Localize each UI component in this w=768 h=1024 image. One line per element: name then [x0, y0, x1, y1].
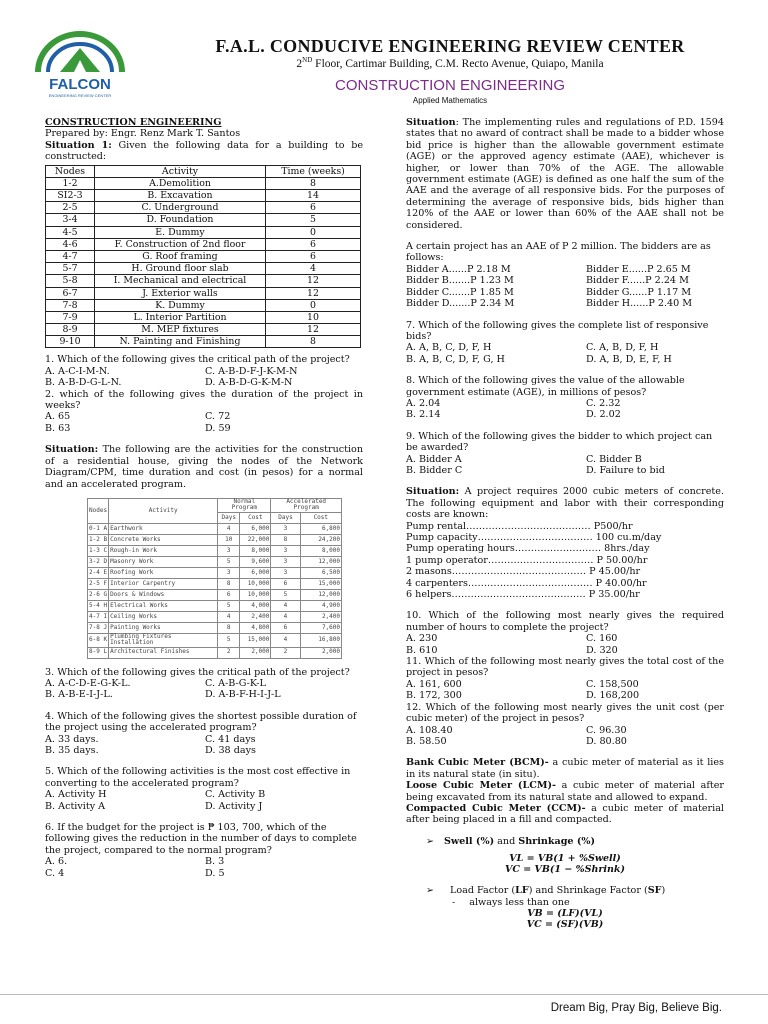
bcm-definition: Bank Cubic Meter (BCM)- a cubic meter of material as it lies in its natural state (in situ). — [406, 757, 724, 780]
left-column — [45, 117, 363, 879]
prepared-by: Prepared by: Engr. Renz Mark T. Santos — [45, 128, 241, 140]
topic-subtitle: Applied Mathematics — [412, 96, 488, 105]
table-row: 9-10 N. Painting and Finishing 8 — [46, 336, 361, 348]
formula-load-factor: VB = (LF)(VL) — [527, 907, 603, 919]
table-row: 8-9 L Architectural Finishes 2 2,000 2 2,000 — [88, 647, 342, 658]
q6-options: A. 6. B. 3 C. 4 D. 5 — [45, 856, 225, 879]
table-row: 5-8 I. Mechanical and electrical 12 — [46, 275, 361, 287]
cost-list: Pump rental………………………………… P500/hr Pump capacity……………………………… 100 cu.m/day Pump operating hours……………………… 8hrs./day 1 pump operator…………………………… P 50.00/hr 2 masons…………………………………… P 45.00/hr 4 carpenters………………………………… P 40.00/hr 6 helpers…………………………………… P 35.00/hr — [406, 520, 662, 601]
question-10: 10. Which of the following most nearly gives the required number of hours to complete the project? — [406, 610, 724, 633]
table-row: 7-9 L. Interior Partition 10 — [46, 311, 361, 323]
formula-swell: VL = VB(1 + %Swell) — [509, 853, 621, 865]
table-row: 6-8 K Plumbing Fixtures Installation 5 15,000 4 16,800 — [89, 632, 340, 647]
q9-options: A. Bidder A C. Bidder B B. Bidder C D. Failure to bid — [406, 453, 665, 476]
table-row: 5-7 H. Ground floor slab 4 — [46, 263, 361, 275]
footer-motto: Dream Big, Pray Big, Believe Big. — [550, 1002, 722, 1014]
situation-2: Situation: The following are the activities for the construction of a residential house, giving the nodes of the Network Diagram/CPM, time duration and cost (in pesos) for a normal and an accelerated program. — [45, 444, 363, 490]
table-row: 4-5 E. Dummy 0 — [46, 226, 361, 238]
svg-text:FALCON: FALCON — [49, 76, 111, 93]
page-header — [0, 0, 768, 110]
table-row: 2-5 F Interior Carpentry 8 10,000 6 15,000 — [88, 578, 342, 589]
question-11: 11. Which of the following most nearly gives the total cost of the project in pesos? — [406, 656, 724, 679]
q8-options: A. 2.04 C. 2.32 B. 2.14 D. 2.02 — [406, 397, 621, 421]
q7-options: A. A, B, C, D, F, H C. A, B, D, F, H B. A, B, C, D, F, G, H D. A, B, D, E, F, H — [406, 342, 672, 365]
load-factor-heading: ➢ Load Factor (LF) and Shrinkage Factor (SF) — [426, 885, 666, 897]
table-row: 2-5 C. Underground 6 — [46, 202, 361, 214]
table-row: 7-8 J Painting Works 8 4,800 6 7,600 — [88, 622, 342, 633]
table-row: 1-2 B Concrete Works 10 22,000 8 24,200 — [88, 534, 342, 545]
table-row: 4-7 G. Roof framing 6 — [46, 250, 361, 262]
q10-options: A. 230 C. 160 B. 610 D. 320 — [406, 633, 618, 656]
table-row: 4-7 I Ceiling Works 4 2,400 4 2,400 — [88, 611, 342, 622]
q1-options: A. A-C-I-M-N. C. A-B-D-F-J-K-M-N B. A-B-D-G-L-N. D. A-B-D-G-K-M-N — [45, 365, 298, 389]
table-row: 1-2 A.Demolition 8 — [46, 177, 361, 189]
q2-options: A. 65 C. 72 B. 63 D. 59 — [45, 411, 231, 434]
situation-1: Situation 1: Given the following data for a building to be constructed: — [45, 139, 364, 163]
question-1: 1. Which of the following gives the critical path of the project? — [45, 354, 350, 366]
question-5: 5. Which of the following activities is the most cost effective in converting to the accelerated program? — [45, 766, 351, 789]
formula-shrink: VC = VB(1 − %Shrink) — [505, 864, 625, 876]
arrow-bullet-icon: ➢ — [426, 835, 435, 847]
lcm-definition: Loose Cubic Meter (LCM)- a cubic meter of material after being excavated from its natural state and allowed to expand. — [406, 780, 724, 803]
q5-options: A. Activity H C. Activity B B. Activity A D. Activity J — [45, 789, 266, 812]
q12-options: A. 108.40 C. 96.30 B. 58.50 D. 80.80 — [406, 724, 627, 747]
section-heading: CONSTRUCTION ENGINEERING — [45, 117, 222, 128]
load-factor-note: - always less than one — [452, 896, 570, 908]
question-7: 7. Which of the following gives the complete list of responsive bids? — [406, 319, 709, 342]
table-row: 4-6 F. Construction of 2nd floor 6 — [46, 238, 361, 250]
subject-title: CONSTRUCTION ENGINEERING — [334, 77, 565, 94]
situation-4: Situation: A project requires 2000 cubic meters of concrete. The following equipment and labor with their corresponding costs are known: — [406, 486, 724, 521]
question-3: 3. Which of the following gives the critical path of the project? — [45, 666, 350, 678]
q3-options: A. A-C-D-E-G-K-L. C. A-B-G-K-L B. A-B-E-I-J-L. D. A-B-F-H-I-J-L — [45, 677, 281, 701]
table-row: 3-2 D Masonry Work 5 9,600 3 12,000 — [88, 556, 342, 567]
table-row: 1-3 C Rough-in Work 3 8,000 3 8,000 — [88, 545, 342, 556]
table-row: 2-4 E Roofing Work 3 6,000 3 6,500 — [88, 567, 342, 578]
q4-options: A. 33 days. C. 41 days B. 35 days. D. 38 days — [45, 733, 256, 756]
arrow-bullet-icon: ➢ — [426, 885, 435, 897]
center-address: 2ND Floor, Cartimar Building, C.M. Recto Avenue, Quiapo, Manila — [296, 56, 604, 70]
question-8: 8. Which of the following gives the value of the allowable government estimate (AGE), in millions of pesos? — [406, 375, 685, 398]
swell-shrink-heading: ➢ Swell (%) and Shrinkage (%) — [426, 835, 596, 847]
program-table: Nodes Activity Normal Program Accelerated Program Days Cost Days Cost 0-1 A Earthwork 4 6,000 3 6,800 1-2 B Concrete Works 10 22,000 8 24,200 1-3 C Rough-in Work 3 8,000 3 8,000 3-2 D Masonry Work 5 9,600 3 12,000 2-4 E Roofing Work 3 6,000 3 6,500 2-5 F Interior Carpentry 8 10,000 6 15,000 2-6 G Doors & Windows 6 10,000 5 12,000 5-4 H Electrical Works 5 4,000 4 4,900 4-7 I Ceiling Works 4 2,400 4 2,400 7-8 J Painting Works 8 4,800 6 7,600 6-8 K Plumbing Fixtures Installation 5 15,000 4 16,800 8-9 L Architectural Finishes 2 2,000 2 2,000 — [87, 498, 342, 659]
table-row: 8-9 M. MEP fixtures 12 — [46, 324, 361, 336]
question-2: 2. which of the following gives the duration of the project in weeks? — [45, 388, 363, 412]
question-4: 4. Which of the following gives the shortest possible duration of the project using the accelerated program? — [45, 710, 357, 734]
table-row: 3-4 D. Foundation 5 — [46, 214, 361, 226]
right-column — [406, 117, 724, 930]
falcon-logo — [30, 30, 130, 105]
svg-text:ENGINEERING REVIEW CENTER: ENGINEERING REVIEW CENTER — [48, 93, 112, 98]
table-row: 0-1 A Earthwork 4 6,000 3 6,800 — [88, 523, 342, 534]
formula-shrink-factor: VC = (SF)(VB) — [526, 918, 604, 930]
aae-text: A certain project has an AAE of P 2 million. The bidders are as follows: — [406, 241, 711, 264]
table-row: 5-4 H Electrical Works 5 4,000 4 4,900 — [88, 600, 342, 611]
table-row: 6-7 J. Exterior walls 12 — [46, 287, 361, 299]
question-12: 12. Which of the following most nearly gives the unit cost (per cubic meter) of the project in pesos? — [406, 701, 724, 725]
center-title: F.A.L. CONDUCIVE ENGINEERING REVIEW CENTER — [215, 36, 685, 56]
question-6: 6. If the budget for the project is ₱ 103, 700, which of the following gives the reduction in the number of days to complete the project, compared to the normal program? — [45, 822, 357, 856]
situation-3: Situation: The implementing rules and regulations of P.D. 1594 states that no award of contract shall be made to a bidder whose bid price is higher than the allowable government estimate (AGE) or the approved agency estimate (AAE), whichever is higher, or lower than 70% of the AGE. The allowable government estimate (AGE) is defined as one half the sum of the AAE and the average of all responsive bids. For the purposes of determining the average of responsive bids, bids higher than 120% of the AAE or lower than 60% of the AAE shall not be considered. — [406, 117, 724, 231]
bidder-list: Bidder A......P 2.18 M Bidder E......P 2.65 M Bidder B.......P 1.23 M Bidder F......P 2.24 M Bidder C.......P 1.85 M Bidder G......P 1.17 M Bidder D.......P 2.34 M Bidder H......P 2.40 M — [406, 263, 693, 310]
q11-options: A. 161, 600 C. 158,500 B. 172, 300 D. 168,200 — [406, 678, 640, 702]
activity-table: Nodes Activity Time (weeks) 1-2 A.Demolition 8 SI2-3 B. Excavation 14 2-5 C. Underground 6 3-4 D. Foundation 5 4-5 E. Dummy 0 4-6 F. Construction of 2nd floor 6 4-7 G. Roof framing 6 5-7 H. Ground floor slab 4 5-8 I. Mechanical and electrical 12 6-7 J. Exterior walls 12 7-8 K. Dummy 0 7-9 L. Interior Partition 10 8-9 M. MEP fixtures 12 9-10 N. Painting and Finishing 8 — [45, 165, 361, 349]
footer-divider — [0, 994, 768, 995]
table-row: SI2-3 B. Excavation 14 — [46, 190, 361, 202]
ccm-definition: Compacted Cubic Meter (CCM)- a cubic meter of material after being placed in a fill and compacted. — [406, 802, 724, 826]
table-row: 2-6 G Doors & Windows 6 10,000 5 12,000 — [88, 589, 342, 600]
question-9: 9. Which of the following gives the bidder to which project can be awarded? — [406, 430, 713, 454]
table-row: 7-8 K. Dummy 0 — [46, 299, 361, 311]
